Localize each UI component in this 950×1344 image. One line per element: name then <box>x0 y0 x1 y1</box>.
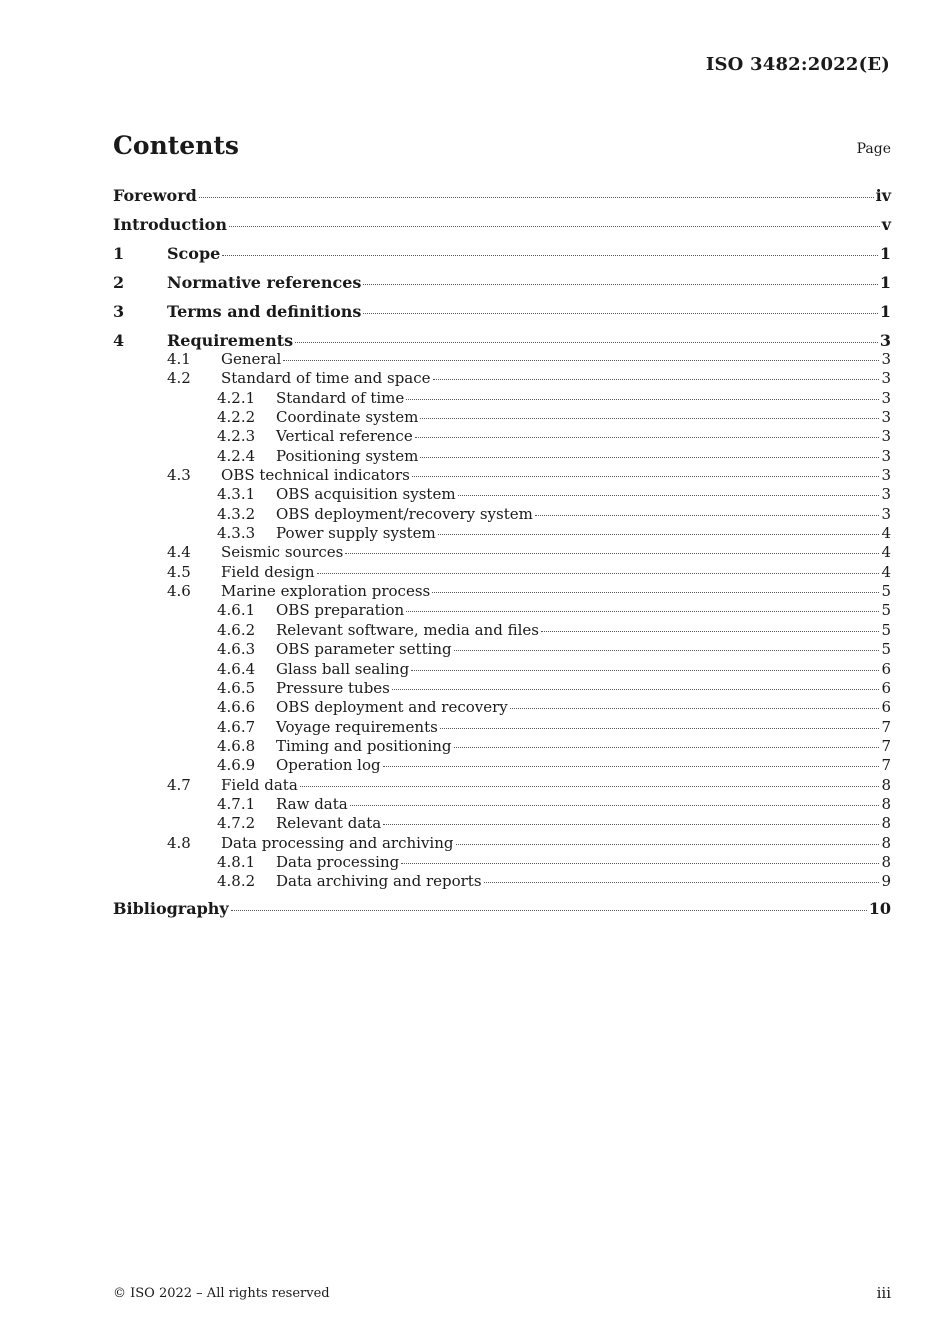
toc-entry-title: Field design <box>221 562 315 581</box>
toc-entry[interactable] <box>113 427 891 446</box>
toc-entry[interactable] <box>113 834 891 853</box>
toc-dot-leader <box>392 689 880 690</box>
toc-entry-page: 3 <box>881 446 891 465</box>
toc-entry-page: 8 <box>881 794 891 813</box>
toc-entry-title: Vertical reference <box>276 427 413 446</box>
toc-entry-title: OBS deployment/recovery system <box>276 504 533 523</box>
toc-entry-title: Scope <box>167 244 221 263</box>
toc-entry[interactable] <box>113 543 891 562</box>
toc-entry-title: Normative references <box>167 273 362 292</box>
toc-entry-title: Pressure tubes <box>276 678 390 697</box>
toc-entry[interactable] <box>113 660 891 679</box>
toc-entry-title: Relevant software, media and files <box>276 620 539 639</box>
toc-entry[interactable] <box>113 756 891 775</box>
toc-dot-leader <box>454 747 880 748</box>
toc-entry-number: 4.6.9 <box>217 756 256 775</box>
toc-entry-number: 4.6.4 <box>217 659 256 678</box>
toc-entry-page: 9 <box>881 872 891 891</box>
toc-entry-page: v <box>881 215 891 234</box>
toc-entry-number: 4.6 <box>167 582 191 601</box>
toc-entry-number: 4.6.3 <box>217 640 256 659</box>
toc-entry-page: 3 <box>881 466 891 485</box>
toc-dot-leader <box>383 824 879 825</box>
toc-entry-page: 3 <box>881 369 891 388</box>
toc-entry-number: 4.3 <box>167 466 191 485</box>
toc-entry[interactable] <box>113 601 891 620</box>
toc-entry[interactable] <box>113 447 891 466</box>
toc-entry[interactable] <box>113 640 891 659</box>
toc-entry[interactable] <box>113 795 891 814</box>
toc-entry-number: 4.6.6 <box>217 698 256 717</box>
toc-entry[interactable] <box>113 369 891 388</box>
toc-entry-number: 4.6.2 <box>217 620 256 639</box>
toc-entry-page: 1 <box>879 244 891 263</box>
toc-dot-leader <box>420 457 879 458</box>
toc-entry-number: 4.6.8 <box>217 736 256 755</box>
toc-dot-leader <box>406 611 879 612</box>
toc-entry-page: 3 <box>881 388 891 407</box>
contents-title: Contents <box>113 131 240 160</box>
page-number: iii <box>876 1284 891 1302</box>
toc-entry-page: 8 <box>881 775 891 794</box>
toc-dot-leader <box>415 437 880 438</box>
toc-dot-leader <box>433 379 880 380</box>
toc-entry-title: Timing and positioning <box>276 736 452 755</box>
toc-dot-leader <box>350 805 880 806</box>
toc-entry-number: 4.7.2 <box>217 814 256 833</box>
toc-entry-title: Power supply system <box>276 524 436 543</box>
toc-dot-leader <box>363 284 877 285</box>
toc-entry-number: 4.6.7 <box>217 717 256 736</box>
toc-entry-page: 3 <box>881 485 891 504</box>
toc-entry[interactable] <box>113 737 891 756</box>
toc-entry-number: 4.8.2 <box>217 872 256 891</box>
toc-dot-leader <box>438 534 880 535</box>
toc-dot-leader <box>458 495 880 496</box>
toc-entry-page: 3 <box>881 350 891 368</box>
toc-dot-leader <box>229 226 880 227</box>
toc-dot-leader <box>510 708 880 709</box>
toc-entry-page: 6 <box>881 659 891 678</box>
toc-entry-page: 5 <box>881 640 891 659</box>
toc-entry-title: Data processing <box>276 852 400 871</box>
toc-dot-leader <box>199 197 874 198</box>
page-column-label: Page <box>856 141 891 157</box>
toc-entry-number: 4.1 <box>167 350 191 368</box>
toc-entry[interactable] <box>113 679 891 698</box>
toc-entry-title: Glass ball sealing <box>276 659 410 678</box>
toc-entry[interactable] <box>113 389 891 408</box>
toc-entry[interactable] <box>113 350 891 369</box>
toc-entry-title: Terms and definitions <box>167 302 362 321</box>
toc-dot-leader <box>300 786 880 787</box>
toc-entry-number: 4 <box>113 331 125 350</box>
table-of-contents <box>113 186 891 928</box>
toc-entry-page: 4 <box>881 543 891 562</box>
document-id: ISO 3482:2022(E) <box>705 54 890 75</box>
toc-entry-title: Standard of time and space <box>221 369 431 388</box>
toc-entry-page: 7 <box>881 736 891 755</box>
toc-entry-title: OBS preparation <box>276 601 405 620</box>
toc-entry-title: Positioning system <box>276 446 419 465</box>
toc-entry-title: Seismic sources <box>221 543 344 562</box>
toc-entry-number: 4.2.1 <box>217 388 256 407</box>
toc-entry-page: 3 <box>881 504 891 523</box>
toc-dot-leader <box>231 910 867 911</box>
toc-entry-page: 5 <box>881 620 891 639</box>
toc-entry-title: Bibliography <box>113 899 229 919</box>
toc-entry-title: OBS technical indicators <box>221 466 410 485</box>
toc-entry-page: 8 <box>881 833 891 852</box>
toc-entry-title: Requirements <box>167 331 294 350</box>
toc-entry-number: 4.5 <box>167 562 191 581</box>
toc-entry-page: 7 <box>881 717 891 736</box>
toc-entry-page: 5 <box>881 601 891 620</box>
toc-dot-leader <box>222 255 878 256</box>
toc-entry[interactable] <box>113 186 891 215</box>
toc-entry[interactable] <box>113 524 891 543</box>
toc-entry-page: 6 <box>881 678 891 697</box>
toc-entry-number: 4.7 <box>167 775 191 794</box>
toc-entry[interactable] <box>113 776 891 795</box>
toc-entry-title: Data processing and archiving <box>221 833 454 852</box>
toc-entry-title: Standard of time <box>276 388 405 407</box>
toc-entry[interactable] <box>113 582 891 601</box>
toc-entry-title: Operation log <box>276 756 381 775</box>
toc-dot-leader <box>283 360 879 361</box>
toc-entry-title: Raw data <box>276 794 348 813</box>
toc-entry-number: 4.7.1 <box>217 794 256 813</box>
toc-entry-title: Marine exploration process <box>221 582 431 601</box>
toc-entry[interactable] <box>113 872 891 899</box>
toc-entry[interactable] <box>113 408 891 427</box>
toc-dot-leader <box>541 631 879 632</box>
toc-entry-number: 4.8 <box>167 833 191 852</box>
toc-entry-title: OBS acquisition system <box>276 485 456 504</box>
toc-dot-leader <box>456 844 880 845</box>
copyright-notice: © ISO 2022 – All rights reserved <box>113 1286 330 1301</box>
toc-entry-title: Data archiving and reports <box>276 872 482 891</box>
toc-entry-number: 4.6.5 <box>217 678 256 697</box>
toc-dot-leader <box>317 573 880 574</box>
toc-entry-number: 4.3.2 <box>217 504 256 523</box>
toc-entry-number: 3 <box>113 302 125 321</box>
toc-entry[interactable] <box>113 814 891 833</box>
toc-entry-page: 3 <box>881 408 891 427</box>
toc-entry[interactable] <box>113 485 891 504</box>
toc-entry-page: 4 <box>881 562 891 581</box>
toc-entry-number: 4.4 <box>167 543 191 562</box>
toc-entry-page: 5 <box>881 582 891 601</box>
toc-dot-leader <box>363 313 877 314</box>
toc-entry-title: Voyage requirements <box>276 717 438 736</box>
toc-entry[interactable] <box>113 466 891 485</box>
toc-dot-leader <box>412 476 880 477</box>
toc-entry-page: 10 <box>868 899 891 919</box>
toc-entry[interactable] <box>113 215 891 244</box>
toc-entry-page: iv <box>875 186 891 205</box>
toc-entry-number: 4.2 <box>167 369 191 388</box>
toc-entry-page: 3 <box>879 331 891 350</box>
toc-entry[interactable] <box>113 273 891 302</box>
toc-entry[interactable] <box>113 853 891 872</box>
toc-entry-page: 6 <box>881 698 891 717</box>
toc-entry-number: 4.8.1 <box>217 852 256 871</box>
toc-dot-leader <box>440 728 880 729</box>
toc-dot-leader <box>535 515 880 516</box>
toc-entry[interactable] <box>113 621 891 640</box>
toc-entry-page: 7 <box>881 756 891 775</box>
toc-entry-page: 1 <box>879 302 891 321</box>
toc-entry-number: 4.3.3 <box>217 524 256 543</box>
toc-entry-title: OBS deployment and recovery <box>276 698 508 717</box>
toc-dot-leader <box>383 766 880 767</box>
toc-entry-number: 4.2.4 <box>217 446 256 465</box>
toc-dot-leader <box>401 863 879 864</box>
toc-entry-number: 4.2.2 <box>217 408 256 427</box>
toc-entry[interactable] <box>113 505 891 524</box>
toc-entry-number: 2 <box>113 273 125 292</box>
toc-entry-title: Foreword <box>113 186 197 205</box>
toc-entry-title: Coordinate system <box>276 408 419 427</box>
toc-entry-title: Field data <box>221 775 298 794</box>
toc-entry-page: 8 <box>881 852 891 871</box>
toc-entry[interactable] <box>113 718 891 737</box>
toc-entry[interactable] <box>113 698 891 717</box>
toc-entry[interactable] <box>113 331 891 350</box>
toc-dot-leader <box>411 670 879 671</box>
toc-dot-leader <box>454 650 880 651</box>
toc-entry-number: 4.2.3 <box>217 427 256 446</box>
toc-entry-number: 4.3.1 <box>217 485 256 504</box>
toc-dot-leader <box>420 418 879 419</box>
toc-entry-page: 1 <box>879 273 891 292</box>
toc-dot-leader <box>484 882 880 883</box>
toc-entry[interactable] <box>113 563 891 582</box>
toc-dot-leader <box>295 342 878 343</box>
toc-entry-title: General <box>221 350 282 368</box>
toc-dot-leader <box>432 592 879 593</box>
toc-entry[interactable] <box>113 302 891 331</box>
toc-entry-page: 8 <box>881 814 891 833</box>
toc-entry-title: Introduction <box>113 215 227 234</box>
toc-dot-leader <box>406 399 879 400</box>
toc-entry-title: OBS parameter setting <box>276 640 452 659</box>
toc-entry-number: 1 <box>113 244 125 263</box>
toc-entry-number: 4.6.1 <box>217 601 256 620</box>
toc-entry-title: Relevant data <box>276 814 382 833</box>
toc-entry-page: 4 <box>881 524 891 543</box>
toc-entry-page: 3 <box>881 427 891 446</box>
toc-dot-leader <box>345 553 879 554</box>
toc-entry[interactable] <box>113 244 891 273</box>
toc-entry[interactable] <box>113 899 891 928</box>
